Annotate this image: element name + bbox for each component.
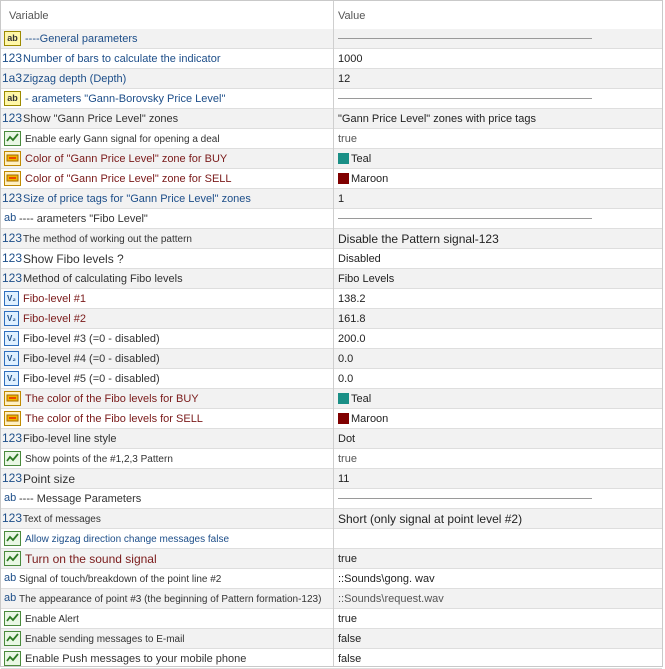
value-label: Short (only signal at point level #2)	[338, 512, 523, 526]
integer-type-icon: 123	[2, 111, 23, 125]
value-cell[interactable]	[334, 469, 662, 488]
value-cell[interactable]	[334, 149, 662, 168]
value-label: 161.8	[338, 313, 366, 325]
variable-label: Fibo-level #2	[23, 313, 86, 325]
double-type-icon: V₂	[4, 351, 19, 366]
table-row[interactable]	[1, 649, 662, 669]
separator-line	[338, 218, 592, 219]
variable-cell	[1, 389, 333, 408]
value-cell[interactable]	[334, 649, 662, 668]
column-header-value[interactable]: Value	[338, 10, 366, 22]
variable-cell	[1, 49, 333, 68]
variable-cell	[1, 629, 333, 648]
variable-label: Allow zigzag direction change messages false	[25, 534, 229, 545]
value-cell[interactable]	[334, 309, 662, 328]
value-cell[interactable]	[334, 449, 662, 468]
value-label: true	[338, 133, 357, 145]
bool-type-icon	[4, 531, 21, 546]
variable-cell	[1, 149, 333, 168]
bool-type-icon	[4, 551, 21, 566]
integer-type-icon: 123	[2, 231, 23, 245]
variable-cell	[1, 449, 333, 468]
value-text	[338, 653, 361, 665]
value-text	[338, 433, 355, 445]
value-label: false	[338, 653, 362, 665]
variable-label: Show Fibo levels ?	[23, 252, 124, 266]
value-label: Fibo Levels	[338, 273, 395, 285]
value-label: 11	[338, 473, 350, 485]
double-type-icon: V₂	[4, 311, 19, 326]
value-cell[interactable]	[334, 609, 662, 628]
table-row[interactable]	[1, 29, 662, 49]
value-text	[338, 53, 362, 65]
bool-type-icon	[4, 131, 21, 146]
variable-cell	[1, 169, 333, 188]
variable-label: Text of messages	[23, 514, 101, 525]
double-type-icon: V₂	[4, 291, 19, 306]
integer-type-icon: 1a3	[2, 71, 23, 85]
bool-type-icon	[4, 611, 21, 626]
integer-type-icon: 123	[2, 271, 23, 285]
value-label: 1000	[338, 53, 363, 65]
variable-label: Fibo-level #5 (=0 - disabled)	[23, 373, 160, 385]
value-text	[338, 613, 357, 625]
value-text	[338, 393, 371, 405]
value-cell[interactable]	[334, 509, 662, 528]
value-cell[interactable]	[334, 269, 662, 288]
integer-type-icon: 123	[2, 191, 23, 205]
variable-cell	[1, 329, 333, 348]
table-row[interactable]	[1, 309, 662, 329]
variable-cell	[1, 409, 333, 428]
variable-label: Enable early Gann signal for opening a deal	[25, 134, 220, 145]
color-type-icon	[4, 151, 21, 166]
value-cell[interactable]	[334, 569, 662, 588]
bool-type-icon	[4, 651, 21, 666]
value-label: true	[338, 453, 357, 465]
value-cell[interactable]	[334, 209, 662, 228]
variable-cell	[1, 289, 333, 308]
value-label: true	[338, 553, 357, 565]
variable-label: Fibo-level line style	[23, 433, 117, 445]
table-row[interactable]	[1, 429, 662, 449]
value-cell[interactable]	[334, 129, 662, 148]
color-swatch	[338, 153, 349, 164]
variable-cell	[1, 589, 333, 608]
variable-cell	[1, 29, 333, 48]
column-divider[interactable]	[333, 1, 334, 666]
table-row[interactable]	[1, 489, 662, 509]
variable-label: Fibo-level #3 (=0 - disabled)	[23, 333, 160, 345]
variable-cell	[1, 369, 333, 388]
color-swatch	[338, 413, 349, 424]
value-label: Maroon	[351, 173, 389, 185]
color-type-icon	[4, 411, 21, 426]
value-text	[338, 232, 499, 246]
integer-type-icon: 123	[2, 251, 23, 265]
value-cell[interactable]	[334, 169, 662, 188]
variable-label: Enable Alert	[25, 614, 79, 625]
value-cell[interactable]	[334, 409, 662, 428]
value-cell[interactable]	[334, 329, 662, 348]
value-cell[interactable]	[334, 69, 662, 88]
table-row[interactable]	[1, 229, 662, 249]
value-text	[338, 73, 350, 85]
column-header-variable[interactable]: Variable	[9, 10, 49, 22]
variable-label: Enable Push messages to your mobile phone	[25, 653, 247, 665]
table-row[interactable]	[1, 269, 662, 289]
value-text	[338, 293, 366, 305]
value-label: ::Sounds\gong. wav	[338, 573, 435, 585]
variable-label: Enable sending messages to E-mail	[25, 634, 185, 645]
table-row[interactable]	[1, 369, 662, 389]
value-text	[338, 193, 344, 205]
value-label: 0.0	[338, 353, 354, 365]
value-cell[interactable]	[334, 349, 662, 368]
variable-label: Fibo-level #1	[23, 293, 86, 305]
variable-cell	[1, 489, 333, 508]
table-row[interactable]	[1, 609, 662, 629]
value-cell[interactable]	[334, 529, 662, 548]
separator-line	[338, 498, 592, 499]
value-label: 0.0	[338, 373, 354, 385]
integer-type-icon: 123	[2, 471, 23, 485]
variable-cell	[1, 349, 333, 368]
value-label: ::Sounds\request.wav	[338, 593, 444, 605]
color-type-icon	[4, 391, 21, 406]
string-type-icon: ab	[4, 572, 17, 584]
value-cell[interactable]	[334, 629, 662, 648]
integer-type-icon: 123	[2, 511, 23, 525]
variable-label: Zigzag depth (Depth)	[23, 73, 127, 85]
color-type-icon	[4, 171, 21, 186]
table-row[interactable]	[1, 149, 662, 169]
bool-type-icon	[4, 451, 21, 466]
string-type-icon: ab	[4, 492, 17, 504]
variable-cell	[1, 109, 333, 128]
string-type-icon: ab	[4, 91, 21, 106]
value-text	[338, 633, 361, 645]
value-text	[338, 173, 388, 185]
table-row[interactable]	[1, 209, 662, 229]
string-type-icon: ab	[4, 592, 17, 604]
variable-cell	[1, 69, 333, 88]
value-label: 200.0	[338, 333, 366, 345]
color-swatch	[338, 173, 349, 184]
value-cell[interactable]	[334, 109, 662, 128]
value-label: Teal	[351, 153, 372, 165]
double-type-icon: V₂	[4, 371, 19, 386]
table-row[interactable]	[1, 169, 662, 189]
variable-label: Color of "Gann Price Level" zone for SELL	[25, 173, 232, 185]
variable-cell	[1, 569, 333, 588]
table-row[interactable]	[1, 509, 662, 529]
color-swatch	[338, 393, 349, 404]
table-row[interactable]	[1, 69, 662, 89]
table-row[interactable]	[1, 549, 662, 569]
variable-label: Point size	[23, 472, 76, 486]
value-text	[338, 253, 381, 265]
value-label: Disable the Pattern signal-123	[338, 232, 499, 246]
grid-header	[1, 1, 662, 30]
value-cell[interactable]	[334, 489, 662, 508]
value-text	[338, 113, 536, 125]
value-text	[338, 273, 394, 285]
value-label: true	[338, 613, 357, 625]
separator-line	[338, 98, 592, 99]
value-cell[interactable]	[334, 29, 662, 48]
value-label: 12	[338, 73, 351, 85]
variable-cell	[1, 249, 333, 268]
variable-label: ----General parameters	[25, 33, 138, 45]
value-text	[338, 313, 366, 325]
variable-label: The color of the Fibo levels for SELL	[25, 413, 203, 425]
variable-label: Turn on the sound signal	[25, 552, 157, 566]
value-label: false	[338, 633, 362, 645]
separator-line	[338, 38, 592, 39]
value-text	[338, 453, 357, 465]
table-row[interactable]	[1, 569, 662, 589]
variable-cell	[1, 549, 333, 568]
value-cell[interactable]	[334, 429, 662, 448]
value-cell[interactable]	[334, 369, 662, 388]
table-row[interactable]	[1, 189, 662, 209]
integer-type-icon: 123	[2, 431, 23, 445]
bool-type-icon	[4, 631, 21, 646]
table-row[interactable]	[1, 409, 662, 429]
table-row[interactable]	[1, 289, 662, 309]
value-label: "Gann Price Level" zones with price tags	[338, 113, 536, 125]
variable-label: The appearance of point #3 (the beginning of Pattern formation-123)	[19, 594, 322, 605]
integer-type-icon: 123	[2, 51, 23, 65]
value-text	[338, 573, 435, 585]
variable-label: The method of working out the pattern	[23, 234, 192, 245]
double-type-icon: V₂	[4, 331, 19, 346]
value-text	[338, 473, 349, 485]
variable-cell	[1, 469, 333, 488]
value-text	[338, 333, 366, 345]
value-text	[338, 373, 353, 385]
value-label: 138.2	[338, 293, 366, 305]
table-row[interactable]	[1, 89, 662, 109]
value-cell[interactable]	[334, 189, 662, 208]
variable-label: - arameters "Gann-Borovsky Price Level"	[25, 93, 226, 105]
table-row[interactable]	[1, 449, 662, 469]
variable-cell	[1, 609, 333, 628]
variable-label: Show points of the #1,2,3 Pattern	[25, 454, 173, 465]
value-text	[338, 153, 371, 165]
variable-label: Show "Gann Price Level" zones	[23, 113, 179, 125]
variable-cell	[1, 269, 333, 288]
variable-cell	[1, 89, 333, 108]
value-cell[interactable]	[334, 589, 662, 608]
value-cell[interactable]	[334, 249, 662, 268]
variable-label: Number of bars to calculate the indicator	[23, 53, 221, 65]
table-row[interactable]	[1, 389, 662, 409]
string-type-icon: ab	[4, 31, 21, 46]
value-label: Dot	[338, 433, 356, 445]
value-cell[interactable]	[334, 289, 662, 308]
value-cell[interactable]	[334, 49, 662, 68]
variable-label: ---- Message Parameters	[19, 493, 142, 505]
table-row[interactable]	[1, 629, 662, 649]
variable-cell	[1, 529, 333, 548]
value-label: Teal	[351, 393, 372, 405]
variable-label: ---- arameters "Fibo Level"	[19, 213, 148, 225]
variable-label: Size of price tags for "Gann Price Level" zones	[23, 193, 251, 205]
value-text	[338, 512, 522, 526]
variable-cell	[1, 509, 333, 528]
string-type-icon: ab	[4, 212, 17, 224]
variable-label: Color of "Gann Price Level" zone for BUY	[25, 153, 228, 165]
value-text	[338, 413, 388, 425]
table-row[interactable]	[1, 529, 662, 549]
value-label: Maroon	[351, 413, 389, 425]
table-row[interactable]	[1, 589, 662, 609]
value-text	[338, 593, 444, 605]
variable-cell	[1, 309, 333, 328]
table-row[interactable]	[1, 109, 662, 129]
value-text	[338, 133, 357, 145]
value-text	[338, 353, 353, 365]
value-cell[interactable]	[334, 389, 662, 408]
variable-cell	[1, 429, 333, 448]
value-cell[interactable]	[334, 89, 662, 108]
variable-label: Signal of touch/breakdown of the point line #2	[19, 574, 222, 585]
value-text	[338, 553, 357, 565]
variable-label: The color of the Fibo levels for BUY	[25, 393, 199, 405]
table-row[interactable]	[1, 349, 662, 369]
value-label: 1	[338, 193, 345, 205]
table-row[interactable]	[1, 49, 662, 69]
variable-cell	[1, 649, 333, 668]
variable-cell	[1, 189, 333, 208]
variable-cell	[1, 209, 333, 228]
table-row[interactable]	[1, 469, 662, 489]
variable-label: Method of calculating Fibo levels	[23, 273, 183, 285]
table-row[interactable]	[1, 129, 662, 149]
variable-cell	[1, 229, 333, 248]
value-cell[interactable]	[334, 229, 662, 248]
variable-cell	[1, 129, 333, 148]
value-cell[interactable]	[334, 549, 662, 568]
variable-label: Fibo-level #4 (=0 - disabled)	[23, 353, 160, 365]
table-row[interactable]	[1, 329, 662, 349]
value-label: Disabled	[338, 253, 381, 265]
table-row[interactable]	[1, 249, 662, 269]
